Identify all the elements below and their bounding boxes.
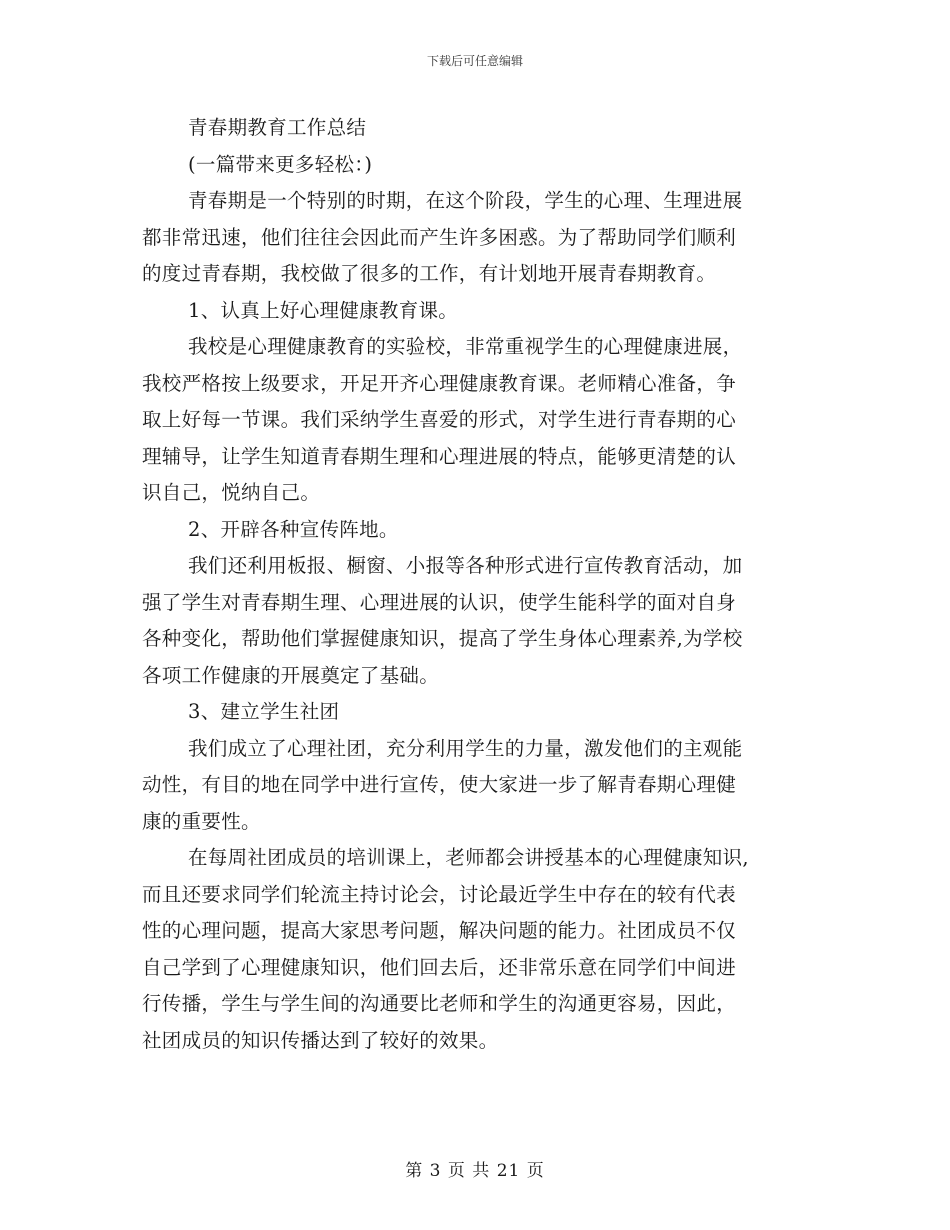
doc-line: 我校严格按上级要求，开足开齐心理健康教育课。老师精心准备，争 xyxy=(142,371,737,395)
doc-line: 而且还要求同学们轮流主持讨论会，讨论最近学生中存在的较有代表 xyxy=(142,882,737,906)
doc-line: 社团成员的知识传播达到了较好的效果。 xyxy=(142,1028,499,1052)
doc-line: 青春期是一个特别的时期，在这个阶段，学生的心理、生理进展 xyxy=(188,189,743,212)
doc-line: 理辅导，让学生知道青春期生理和心理进展的特点，能够更清楚的认 xyxy=(142,444,737,468)
doc-line: 自己学到了心理健康知识，他们回去后，还非常乐意在同学们中间进 xyxy=(142,955,737,979)
doc-line: 识自己，悦纳自己。 xyxy=(142,481,321,504)
page-footer: 第 3 页 共 21 页 xyxy=(405,1161,545,1181)
doc-line: 性的心理问题，提高大家思考问题，解决问题的能力。社团成员不仅 xyxy=(142,919,737,942)
doc-line: 各种变化，帮助他们掌握健康知识，提高了学生身体心理素养,为学校 xyxy=(142,627,743,650)
doc-line: 康的重要性。 xyxy=(142,809,261,833)
doc-line: 的度过青春期，我校做了很多的工作，有计划地开展青春期教育。 xyxy=(142,262,717,285)
doc-line: 我校是心理健康教育的实验校，非常重视学生的心理健康进展， xyxy=(188,335,743,358)
doc-line: 动性，有目的地在同学中进行宣传，使大家进一步了解青春期心理健 xyxy=(142,773,737,796)
doc-line: 各项工作健康的开展奠定了基础。 xyxy=(142,663,440,687)
doc-line: 都非常迅速，他们往往会因此而产生许多困惑。为了帮助同学们顺利 xyxy=(142,225,737,249)
doc-line: 取上好每一节课。我们采纳学生喜爱的形式，对学生进行青春期的心 xyxy=(142,408,737,431)
doc-line: 我们还利用板报、橱窗、小报等各种形式进行宣传教育活动，加 xyxy=(188,554,743,577)
doc-line: 强了学生对青春期生理、心理进展的认识，使学生能科学的面对自身 xyxy=(142,590,737,614)
doc-line: 3、建立学生社团 xyxy=(188,700,340,723)
document-body xyxy=(142,110,806,1059)
doc-line: 青春期教育工作总结 xyxy=(188,116,367,139)
doc-line: 我们成立了心理社团，充分利用学生的力量，激发他们的主观能 xyxy=(188,736,743,760)
doc-line: 1、认真上好心理健康教育课。 xyxy=(188,298,459,322)
doc-line: (一篇带来更多轻松：) xyxy=(188,152,373,176)
doc-line: 在每周社团成员的培训课上，老师都会讲授基本的心理健康知识, xyxy=(188,846,749,869)
page-header: 下载后可任意编辑 xyxy=(426,54,523,68)
doc-line: 2、开辟各种宣传阵地。 xyxy=(188,517,399,541)
doc-line: 行传播，学生与学生间的沟通要比老师和学生的沟通更容易，因此， xyxy=(142,992,737,1015)
